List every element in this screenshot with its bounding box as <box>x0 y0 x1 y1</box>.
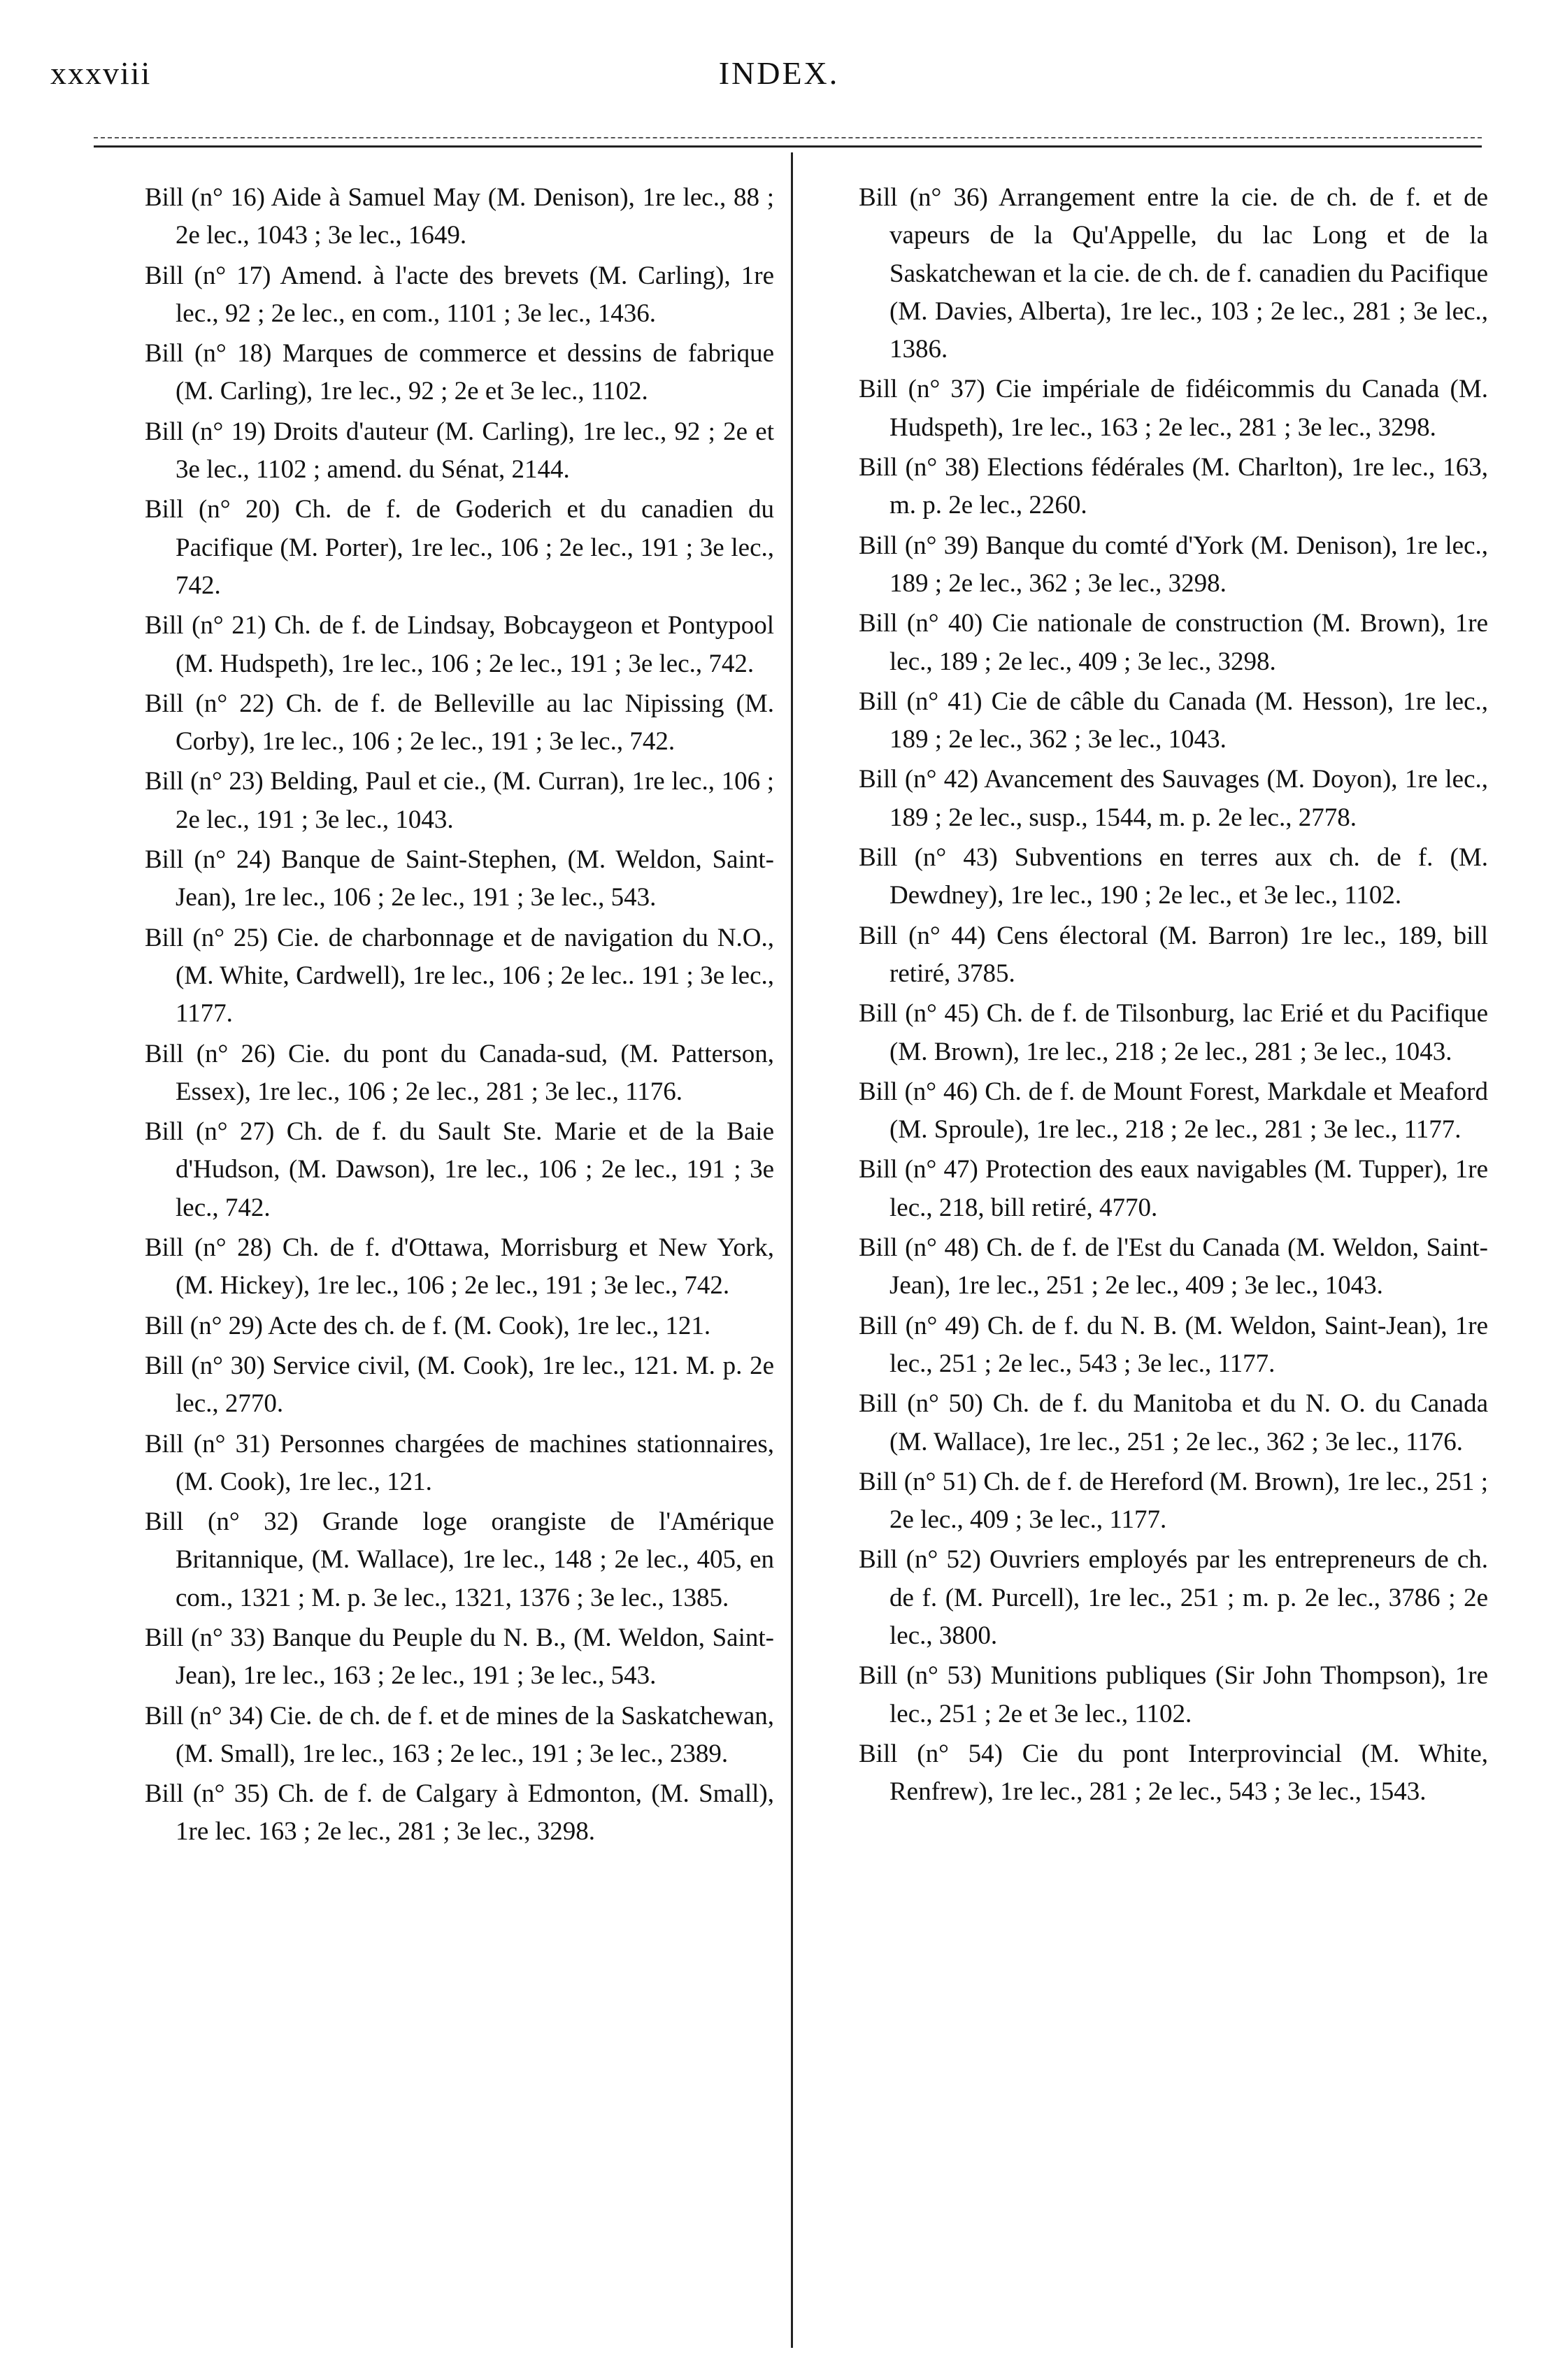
index-entry: Bill (n° 53) Munitions publiques (Sir John Thompson), 1re lec., 251 ; 2e et 3e lec., 1102. <box>859 1661 1488 1728</box>
index-entry: Bill (n° 24) Banque de Saint-Stephen, (M. Weldon, Saint-Jean), 1re lec., 106 ; 2e lec., 191 ; 3e lec., 543. <box>145 845 774 912</box>
index-entry: Bill (n° 22) Ch. de f. de Belleville au lac Nipissing (M. Corby), 1re lec., 106 ; 2e lec., 191 ; 3e lec., 742. <box>145 689 774 757</box>
index-entry: Bill (n° 37) Cie impériale de fidéicommis du Canada (M. Hudspeth), 1re lec., 163 ; 2e lec., 281 ; 3e lec., 3298. <box>859 375 1488 442</box>
header-rule <box>94 145 1482 148</box>
index-entry: Bill (n° 46) Ch. de f. de Mount Forest, Markdale et Meaford (M. Sproule), 1re lec., 218 ; 2e lec., 281 ; 3e lec., 1177. <box>859 1077 1488 1145</box>
index-entry: Bill (n° 39) Banque du comté d'York (M. Denison), 1re lec., 189 ; 2e lec., 362 ; 3e lec., 3298. <box>859 531 1488 598</box>
index-entry: Bill (n° 41) Cie de câble du Canada (M. Hesson), 1re lec., 189 ; 2e lec., 362 ; 3e lec., 1043. <box>859 687 1488 754</box>
index-entry: Bill (n° 20) Ch. de f. de Goderich et du canadien du Pacifique (M. Porter), 1re lec., 106 ; 2e lec., 191 ; 3e lec., 742. <box>145 495 774 600</box>
index-entry: Bill (n° 47) Protection des eaux navigables (M. Tupper), 1re lec., 218, bill retiré, 4770. <box>859 1155 1488 1222</box>
index-entry: Bill (n° 29) Acte des ch. de f. (M. Cook), 1re lec., 121. <box>145 1311 711 1340</box>
index-entry: Bill (n° 44) Cens électoral (M. Barron) 1re lec., 189, bill retiré, 3785. <box>859 921 1488 988</box>
index-entry: Bill (n° 42) Avancement des Sauvages (M. Doyon), 1re lec., 189 ; 2e lec., susp., 1544, m. p. 2e lec., 2778. <box>859 765 1488 832</box>
index-entry: Bill (n° 31) Personnes chargées de machines stationnaires, (M. Cook), 1re lec., 121. <box>145 1429 774 1496</box>
index-entry: Bill (n° 23) Belding, Paul et cie., (M. Curran), 1re lec., 106 ; 2e lec., 191 ; 3e lec., 1043. <box>145 767 774 834</box>
index-entry: Bill (n° 49) Ch. de f. du N. B. (M. Weldon, Saint-Jean), 1re lec., 251 ; 2e lec., 543 ; 3e lec., 1177. <box>859 1311 1488 1378</box>
index-entry: Bill (n° 16) Aide à Samuel May (M. Denison), 1re lec., 88 ; 2e lec., 1043 ; 3e lec., 1649. <box>145 183 774 250</box>
index-entry: Bill (n° 30) Service civil, (M. Cook), 1re lec., 121. M. p. 2e lec., 2770. <box>145 1351 774 1419</box>
column-divider <box>791 152 793 2348</box>
index-entry: Bill (n° 28) Ch. de f. d'Ottawa, Morrisburg et New York, (M. Hickey), 1re lec., 106 ; 2e lec., 191 ; 3e lec., 742. <box>145 1233 774 1300</box>
index-entry: Bill (n° 50) Ch. de f. du Manitoba et du N. O. du Canada (M. Wallace), 1re lec., 251 ; 2e lec., 362 ; 3e lec., 1176. <box>859 1389 1488 1456</box>
page-number: xxxviii <box>50 55 152 91</box>
index-entry: Bill (n° 19) Droits d'auteur (M. Carling), 1re lec., 92 ; 2e et 3e lec., 1102 ; amend. du Sénat, 2144. <box>145 417 774 485</box>
index-entry: Bill (n° 36) Arrangement entre la cie. de ch. de f. et de vapeurs de la Qu'Appelle, du lac Long et de la Saskatchewan et la cie. de ch. de f. canadien du Pacifique (M. Davies, Alberta), 1re lec., 103 ; 2e lec., 281 ; 3e lec., 1386. <box>859 183 1488 364</box>
page-title: INDEX. <box>718 55 840 91</box>
index-entry: Bill (n° 32) Grande loge orangiste de l'Amérique Britannique, (M. Wallace), 1re lec., 148 ; 2e lec., 405, en com., 1321 ; M. p. 3e lec., 1321, 1376 ; 3e lec., 1385. <box>145 1507 774 1612</box>
right-column <box>859 179 1488 1813</box>
index-entry: Bill (n° 48) Ch. de f. de l'Est du Canada (M. Weldon, Saint-Jean), 1re lec., 251 ; 2e lec., 409 ; 3e lec., 1043. <box>859 1233 1488 1300</box>
index-entry: Bill (n° 45) Ch. de f. de Tilsonburg, lac Erié et du Pacifique (M. Brown), 1re lec., 218 ; 2e lec., 281 ; 3e lec., 1043. <box>859 999 1488 1066</box>
index-entry: Bill (n° 40) Cie nationale de construction (M. Brown), 1re lec., 189 ; 2e lec., 409 ; 3e lec., 3298. <box>859 609 1488 676</box>
header-rule-dashed <box>94 137 1482 138</box>
index-entry: Bill (n° 54) Cie du pont Interprovincial (M. White, Renfrew), 1re lec., 281 ; 2e lec., 543 ; 3e lec., 1543. <box>859 1739 1488 1807</box>
index-entry: Bill (n° 25) Cie. de charbonnage et de navigation du N.O., (M. White, Cardwell), 1re lec., 106 ; 2e lec.. 191 ; 3e lec., 1177. <box>145 923 774 1028</box>
index-entry: Bill (n° 38) Elections fédérales (M. Charlton), 1re lec., 163, m. p. 2e lec., 2260. <box>859 453 1488 520</box>
index-entry: Bill (n° 18) Marques de commerce et dessins de fabrique (M. Carling), 1re lec., 92 ; 2e et 3e lec., 1102. <box>145 339 774 406</box>
index-entry: Bill (n° 34) Cie. de ch. de f. et de mines de la Saskatchewan, (M. Small), 1re lec., 163 ; 2e lec., 191 ; 3e lec., 2389. <box>145 1701 774 1768</box>
index-entry: Bill (n° 21) Ch. de f. de Lindsay, Bobcaygeon et Pontypool (M. Hudspeth), 1re lec., 106 ; 2e lec., 191 ; 3e lec., 742. <box>145 611 774 678</box>
index-entry: Bill (n° 17) Amend. à l'acte des brevets (M. Carling), 1re lec., 92 ; 2e lec., en com., 1101 ; 3e lec., 1436. <box>145 261 774 328</box>
index-entry: Bill (n° 52) Ouvriers employés par les entrepreneurs de ch. de f. (M. Purcell), 1re lec., 251 ; m. p. 2e lec., 3786 ; 2e lec., 3800. <box>859 1545 1488 1650</box>
index-entry: Bill (n° 51) Ch. de f. de Hereford (M. Brown), 1re lec., 251 ; 2e lec., 409 ; 3e lec., 1177. <box>859 1467 1488 1535</box>
index-entry: Bill (n° 27) Ch. de f. du Sault Ste. Marie et de la Baie d'Hudson, (M. Dawson), 1re lec., 106 ; 2e lec., 191 ; 3e lec., 742. <box>145 1117 774 1222</box>
left-column <box>145 179 774 1854</box>
index-entry: Bill (n° 26) Cie. du pont du Canada-sud, (M. Patterson, Essex), 1re lec., 106 ; 2e lec., 281 ; 3e lec., 1176. <box>145 1039 774 1106</box>
index-entry: Bill (n° 35) Ch. de f. de Calgary à Edmonton, (M. Small), 1re lec. 163 ; 2e lec., 281 ; 3e lec., 3298. <box>145 1779 774 1847</box>
index-entry: Bill (n° 43) Subventions en terres aux ch. de f. (M. Dewdney), 1re lec., 190 ; 2e lec., et 3e lec., 1102. <box>859 843 1488 910</box>
index-entry: Bill (n° 33) Banque du Peuple du N. B., (M. Weldon, Saint-Jean), 1re lec., 163 ; 2e lec., 191 ; 3e lec., 543. <box>145 1623 774 1691</box>
